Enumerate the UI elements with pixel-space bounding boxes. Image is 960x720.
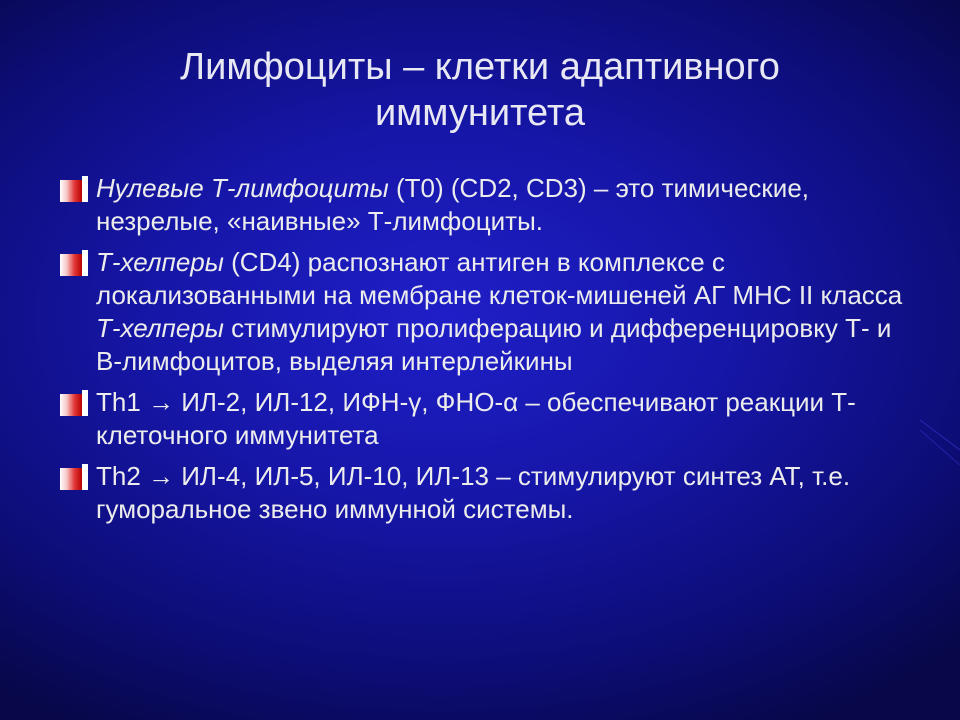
- bullet-3-text: Th1 → ИЛ-2, ИЛ-12, ИФН-γ, ФНО-α – обеспечивают реакции Т-клеточного иммунитета: [96, 387, 856, 450]
- bullet-item-4: [60, 460, 920, 526]
- bullet-1-italic: Нулевые Т-лимфоциты: [96, 173, 389, 203]
- bullet-list: [60, 172, 920, 534]
- bullet-marker-icon: [60, 468, 82, 490]
- bullet-item-2: [60, 246, 920, 378]
- bullet-2-italic: Т-хелперы: [96, 247, 224, 277]
- bullet-item-1: [60, 172, 920, 238]
- bullet-2-text-second: стимулируют пролиферацию и дифференцировку Т- и В-лимфоцитов, выделяя интерлейкины: [96, 313, 892, 376]
- bullet-marker-icon: [60, 180, 82, 202]
- decorative-lines-icon: [920, 410, 960, 530]
- slide-title: [60, 44, 900, 136]
- bullet-2-text: (CD4) распознают антиген в комплексе с локализованными на мембране клеток-мишеней АГ МНС II класса: [96, 247, 903, 310]
- bullet-4-text: Th2 → ИЛ-4, ИЛ-5, ИЛ-10, ИЛ-13 – стимулируют синтез АТ, т.е. гуморальное звено иммунной системы.: [96, 461, 851, 524]
- bullet-item-3: [60, 386, 920, 452]
- title-line-1: Лимфоциты – клетки адаптивного: [180, 46, 780, 88]
- title-line-2: иммунитета: [374, 92, 586, 134]
- bullet-marker-icon: [60, 254, 82, 276]
- bullet-2-italic-second: Т-хелперы: [96, 313, 224, 343]
- bullet-marker-icon: [60, 394, 82, 416]
- bullet-1-text: (Т0) (CD2, CD3) – это тимические, незрелые, «наивные» Т-лимфоциты.: [96, 173, 809, 236]
